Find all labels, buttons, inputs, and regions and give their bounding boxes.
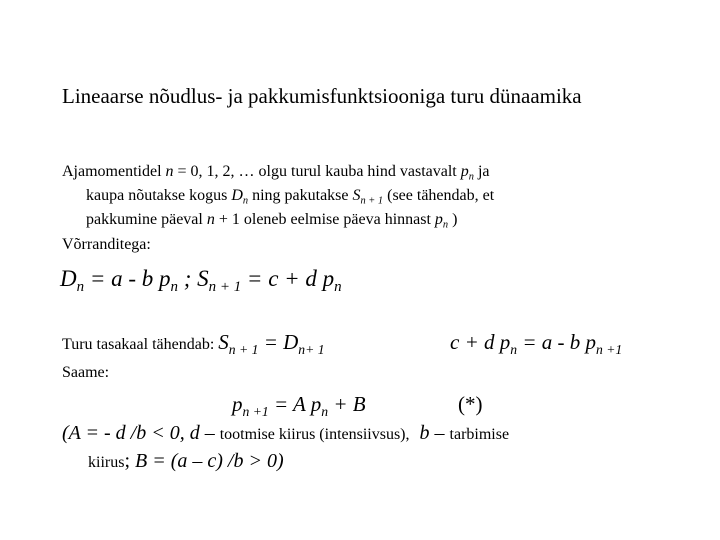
equilibrium-equation: $S_{n + 1} = D_{n+ 1}$ — [218, 330, 325, 357]
saame-label: Saame: — [62, 364, 110, 381]
intro-line-3: pakkumine päeval n + 1 oleneb eelmise päeva hinnast $p_n$ ) — [86, 211, 458, 231]
slide-title: Lineaarse nõudlus- ja pakkumisfunktsiooniga turu dünaamika — [62, 84, 582, 108]
intro-line-1: Ajamomentidel n = 0, 1, 2, … olgu turul kauba hind vastavalt $p_n$ ja — [62, 163, 490, 183]
equilibrium-line — [62, 330, 325, 355]
final-line-2: kiirus; B = (a – c) /b > 0) — [88, 450, 284, 472]
intro-line-2: kaupa nõutakse kogus $D_n$ ning pakutakse $S_{n + 1}$ (see tähendab, et — [86, 187, 495, 207]
vorranditega-label: Võrranditega: — [62, 236, 151, 253]
final-line-1: (A = - d /b < 0, d – tootmise kiirus (intensiivsus), b – tarbimise — [62, 422, 510, 444]
recurrence-mark: (*) — [458, 392, 483, 416]
equilibrium-label: Turu tasakaal tähendab: — [62, 336, 219, 353]
equilibrium-expanded: c + d $p_n = a - b$ $p_{n +1}$ — [450, 330, 623, 357]
equation-demand-supply: $D_n = a - b$ $p_n$ ; $S_{n + 1} = c + d$ $p_n$ — [60, 266, 342, 296]
recurrence-equation: $p_{n +1} = A$ $p_n + B$ — [232, 392, 366, 419]
intro-paragraph — [62, 160, 494, 232]
